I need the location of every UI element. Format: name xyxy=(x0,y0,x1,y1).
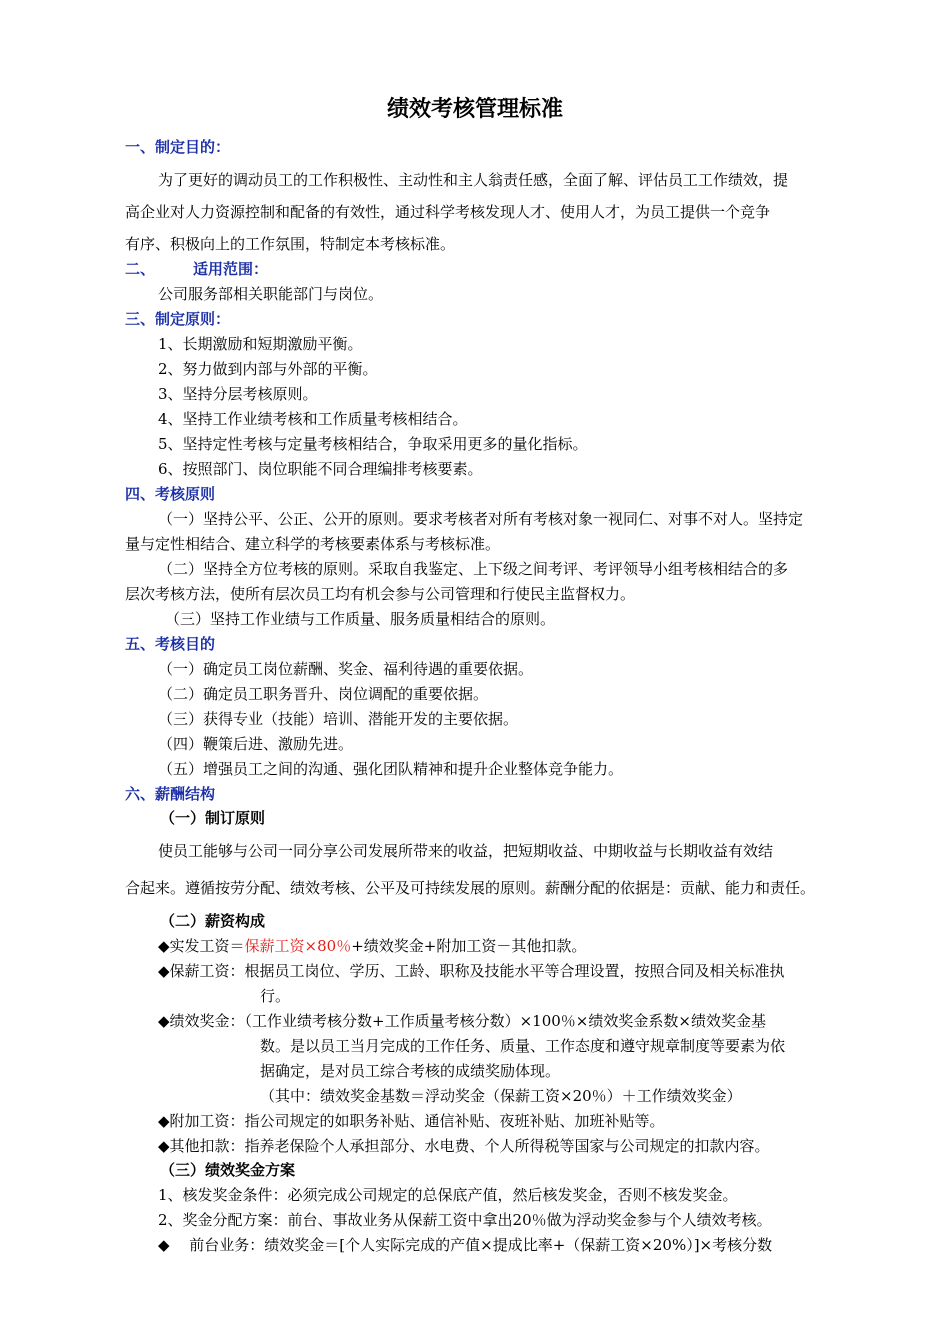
section-3-item: 1、长期激励和短期激励平衡。 xyxy=(158,335,363,353)
section-1-line: 为了更好的调动员工的工作积极性、主动性和主人翁责任感，全面了解、评估员工工作绩效，提 xyxy=(158,171,789,189)
extra-salary-line: ◆附加工资：指公司规定的如职务补贴、通信补贴、夜班补贴、加班补贴等。 xyxy=(158,1112,665,1130)
section-4-line: 量与定性相结合、建立科学的考核要素体系与考核标准。 xyxy=(125,535,501,553)
actual-salary-suffix: +绩效奖金+附加工资－其他扣款。 xyxy=(351,937,587,955)
section-6-heading: 六、薪酬结构 xyxy=(125,785,216,803)
actual-salary-line xyxy=(158,936,586,956)
section-4-line: （一）坚持公平、公正、公开的原则。要求考核者对所有考核对象一视同仁、对事不对人。坚持定 xyxy=(158,510,804,528)
performance-bonus-line: （其中：绩效奖金基数＝浮动奖金（保薪工资×20％）＋工作绩效奖金） xyxy=(260,1087,742,1105)
section-3-item: 5、坚持定性考核与定量考核相结合，争取采用更多的量化指标。 xyxy=(158,435,588,453)
section-3-heading: 三、制定原则： xyxy=(125,310,231,328)
bonus-plan-line: 1、核发奖金条件：必须完成公司规定的总保底产值，然后核发奖金，否则不核发奖金。 xyxy=(158,1186,738,1204)
bonus-plan-line: ◆ 前台业务：绩效奖金＝[个人实际完成的产值×提成比率+（保薪工资×20%）]×考核分数 xyxy=(158,1236,773,1254)
subsection-salary-heading: （二）薪资构成 xyxy=(160,912,266,930)
bonus-plan-line: 2、奖金分配方案：前台、事故业务从保薪工资中拿出20％做为浮动奖金参与个人绩效考核。 xyxy=(158,1211,772,1229)
performance-bonus-line: ◆绩效奖金：（工作业绩考核分数+工作质量考核分数）×100％×绩效奖金系数×绩效奖金基 xyxy=(158,1012,766,1030)
section-5-item: （三）获得专业（技能）培训、潜能开发的主要依据。 xyxy=(158,710,519,728)
subsection-principles-heading: （一）制订原则 xyxy=(160,809,266,827)
section-4-heading: 四、考核原则 xyxy=(125,485,216,503)
section-4-line: （二）坚持全方位考核的原则。采取自我鉴定、上下级之间考评、考评领导小组考核相结合的多 xyxy=(158,560,789,578)
subsection-bonus-plan-heading: （三）绩效奖金方案 xyxy=(160,1161,296,1179)
performance-bonus-line: 数。是以员工当月完成的工作任务、质量、工作态度和遵守规章制度等要素为依 xyxy=(260,1037,786,1055)
actual-salary-prefix: ◆实发工资＝ xyxy=(158,937,245,955)
section-3-item: 3、坚持分层考核原则。 xyxy=(158,385,318,403)
performance-bonus-line: 据确定，是对员工综合考核的成绩奖励体现。 xyxy=(260,1062,561,1080)
section-3-item: 4、坚持工作业绩考核和工作质量考核相结合。 xyxy=(158,410,468,428)
section-5-item: （四）鞭策后进、激励先进。 xyxy=(158,735,354,753)
section-2-label: 适用范围： xyxy=(193,260,269,278)
section-5-item: （二）确定员工职务晋升、岗位调配的重要依据。 xyxy=(158,685,489,703)
deduction-line: ◆其他扣款：指养老保险个人承担部分、水电费、个人所得税等国家与公司规定的扣款内容。 xyxy=(158,1137,770,1155)
principles-paragraph-line: 使员工能够与公司一同分享公司发展所带来的收益，把短期收益、中期收益与长期收益有效结 xyxy=(158,842,774,860)
section-2-number: 二、 xyxy=(125,260,156,278)
section-4-line: （三）坚持工作业绩与工作质量、服务质量相结合的原则。 xyxy=(165,610,556,628)
base-salary-line: ◆保薪工资：根据员工岗位、学历、工龄、职称及技能水平等合理设置，按照合同及相关标准执 xyxy=(158,962,785,980)
section-1-line: 有序、积极向上的工作氛围，特制定本考核标准。 xyxy=(125,235,456,253)
section-5-item: （一）确定员工岗位薪酬、奖金、福利待遇的重要依据。 xyxy=(158,660,534,678)
section-1-heading: 一、制定目的： xyxy=(125,138,231,156)
section-4-line: 层次考核方法，使所有层次员工均有机会参与公司管理和行使民主监督权力。 xyxy=(125,585,636,603)
section-3-item: 6、按照部门、岗位职能不同合理编排考核要素。 xyxy=(158,460,483,478)
section-3-item: 2、努力做到内部与外部的平衡。 xyxy=(158,360,378,378)
section-5-heading: 五、考核目的 xyxy=(125,635,216,653)
section-1-line: 高企业对人力资源控制和配备的有效性，通过科学考核发现人才、使用人才，为员工提供一个竞争 xyxy=(125,203,771,221)
base-salary-line: 行。 xyxy=(260,987,291,1005)
section-2-text: 公司服务部相关职能部门与岗位。 xyxy=(158,285,384,303)
principles-paragraph-line: 合起来。遵循按劳分配、绩效考核、公平及可持续发展的原则。薪酬分配的依据是：贡献、能力和责任。 xyxy=(125,879,816,897)
section-2-heading xyxy=(125,259,268,279)
document-title: 绩效考核管理标准 xyxy=(386,97,563,122)
actual-salary-highlight: 保薪工资×80％ xyxy=(244,937,352,955)
section-5-item: （五）增强员工之间的沟通、强化团队精神和提升企业整体竞争能力。 xyxy=(158,760,624,778)
